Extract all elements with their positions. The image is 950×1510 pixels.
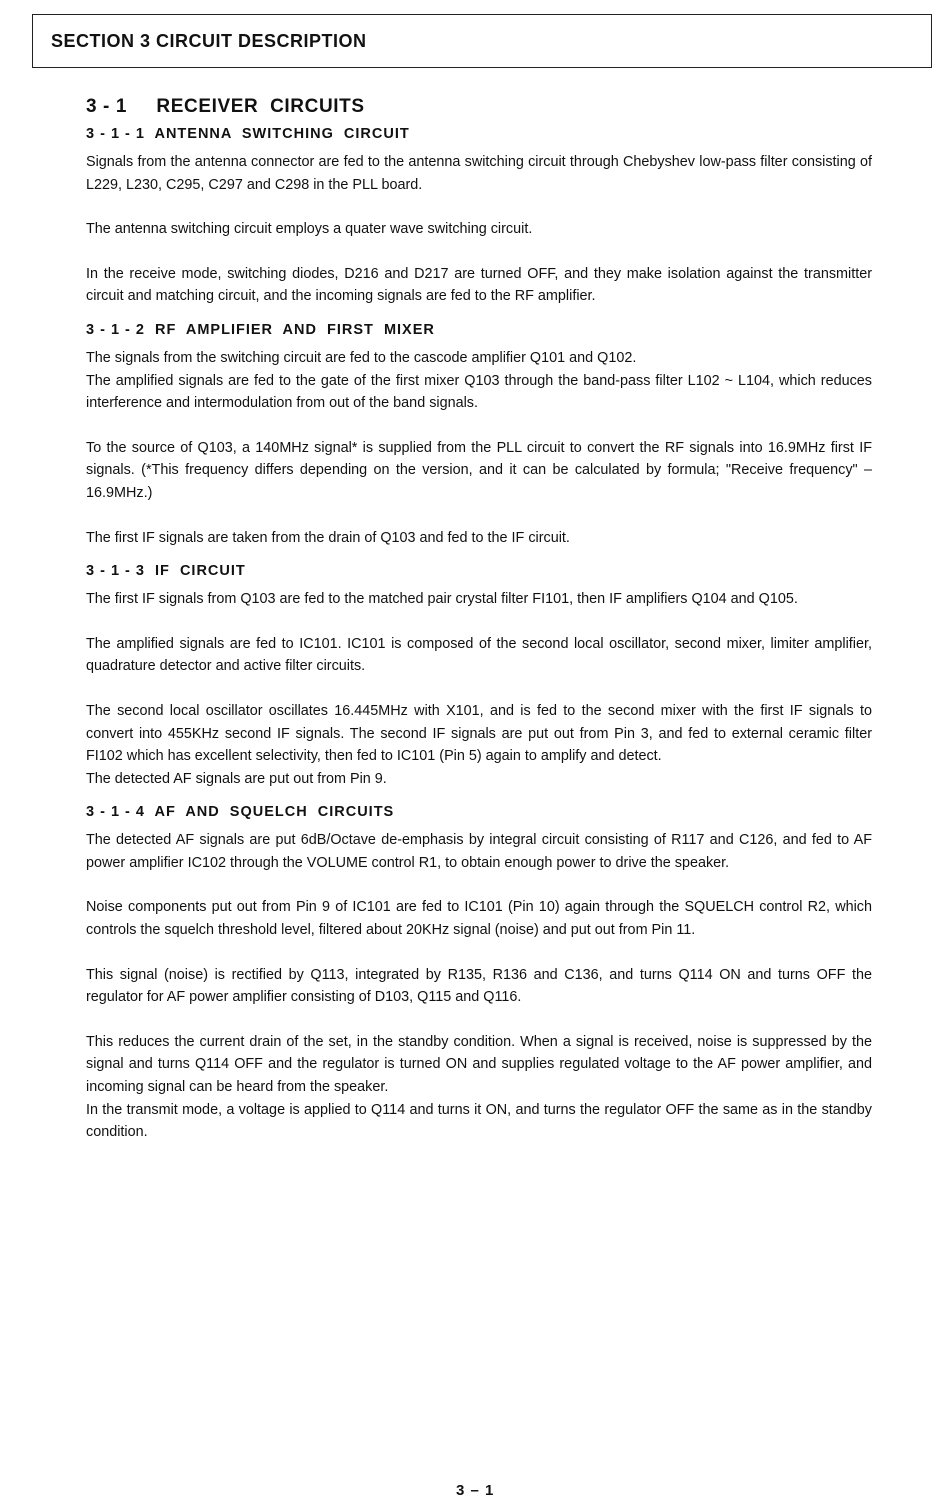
rf-paragraph-3: The first IF signals are taken from the drain of Q103 and fed to the IF circuit. — [86, 529, 570, 546]
antenna-paragraph-3: In the receive mode, switching diodes, D216 and D217 are turned OFF, and they make isolation against the transmitter circuit and matching circuit, and the incoming signals are fed to the RF amplifier. — [86, 265, 872, 305]
section-header-box — [32, 14, 932, 68]
af-paragraph-4b: In the transmit mode, a voltage is applied to Q114 and turns it ON, and turns the regulator OFF the same as in the standby condition. — [86, 1101, 872, 1141]
if-paragraph-3b: The detected AF signals are put out from Pin 9. — [86, 770, 387, 787]
document-body — [86, 96, 872, 1144]
af-paragraph-2: Noise components put out from Pin 9 of IC101 are fed to IC101 (Pin 10) again through the SQUELCH control R2, which controls the squelch threshold level, filtered about 20KHz signal (noise) and put out from Pin 11. — [86, 899, 872, 939]
af-paragraph-3: This signal (noise) is rectified by Q113, integrated by R135, R136 and C136, and turns Q114 ON and turns OFF the regulator for AF power amplifier consisting of D103, Q115 and Q116. — [86, 966, 872, 1006]
rf-paragraph-2: To the source of Q103, a 140MHz signal* is supplied from the PLL circuit to convert the RF signals into 16.9MHz first IF signals. (*This frequency differs depending on the version, and it can be calculated by formula; "Receive frequency" – 16.9MHz.) — [86, 439, 872, 501]
page-number: 3 – 1 — [456, 1482, 495, 1499]
antenna-paragraph-1: Signals from the antenna connector are fed to the antenna switching circuit through Chebyshev low-pass filter consisting of L229, L230, C295, C297 and C298 in the PLL board. — [86, 154, 872, 193]
if-paragraph-3a: The second local oscillator oscillates 16.445MHz with X101, and is fed to the second mixer with the first IF signals to convert into 455KHz second IF signals. The second IF signals are put out from Pin 3, and fed to external ceramic filter FI102 which has excellent selectivity, then fed to IC101 (Pin 5) again to amplify and detect. — [86, 702, 872, 765]
rf-amplifier-heading: 3 - 1 - 2 RF AMPLIFIER AND FIRST MIXER — [86, 321, 435, 338]
antenna-paragraph-2: The antenna switching circuit employs a quater wave switching circuit. — [86, 221, 533, 238]
af-paragraph-1: The detected AF signals are put 6dB/Octave de-emphasis by integral circuit consisting of R117 and C126, and fed to AF power amplifier IC102 through the VOLUME control R1, to obtain enough power to drive the speaker. — [86, 832, 872, 871]
receiver-circuits-heading: 3 - 1 RECEIVER CIRCUITS — [86, 96, 365, 117]
af-squelch-heading: 3 - 1 - 4 AF AND SQUELCH CIRCUITS — [86, 804, 395, 821]
if-paragraph-1: The first IF signals from Q103 are fed to the matched pair crystal filter FI101, then IF amplifiers Q104 and Q105. — [86, 591, 798, 608]
antenna-switching-heading: 3 - 1 - 1 ANTENNA SWITCHING CIRCUIT — [86, 126, 410, 142]
rf-paragraph-1b: The amplified signals are fed to the gate of the first mixer Q103 through the band-pass filter L102 ~ L104, which reduces interference and intermodulation from out of the band signals. — [86, 372, 872, 412]
rf-paragraph-1a: The signals from the switching circuit are fed to the cascode amplifier Q101 and Q102. — [86, 349, 637, 366]
if-paragraph-2: The amplified signals are fed to IC101. IC101 is composed of the second local oscillator, second mixer, limiter amplifier, quadrature detector and active filter circuits. — [86, 635, 872, 675]
section-title: SECTION 3 CIRCUIT DESCRIPTION — [51, 31, 367, 51]
af-paragraph-4a: This reduces the current drain of the set, in the standby condition. When a signal is received, noise is suppressed by the signal and turns Q114 OFF and the regulator is turned ON and supplies regulated voltage to the AF power amplifier, and incoming signal can be heard from the speaker. — [86, 1033, 872, 1096]
if-circuit-heading: 3 - 1 - 3 IF CIRCUIT — [86, 563, 246, 580]
